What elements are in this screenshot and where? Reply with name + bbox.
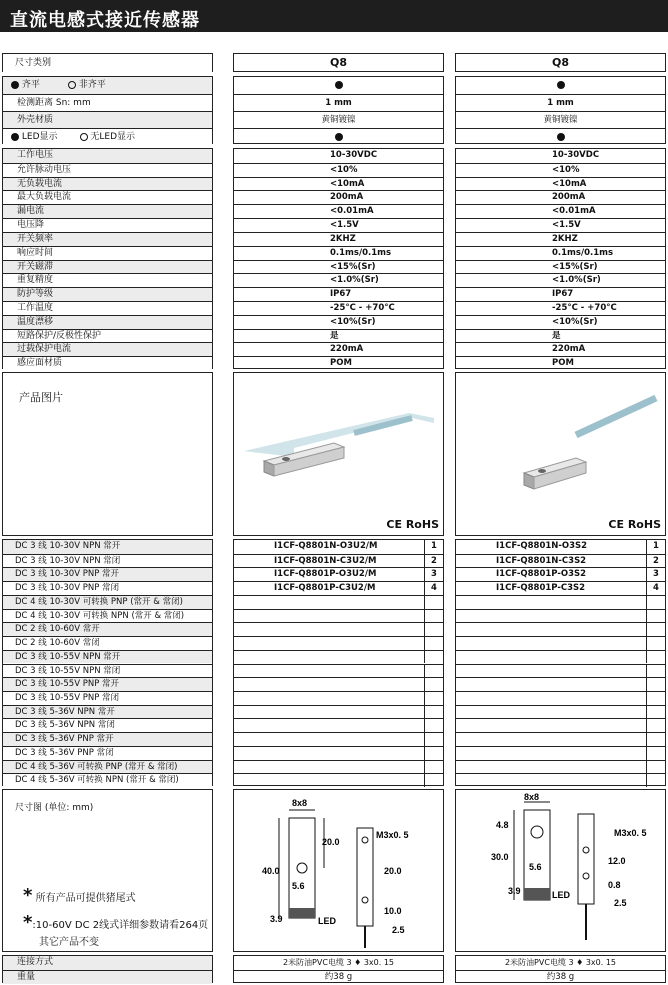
spec-value-a: <10% — [234, 163, 443, 177]
spec-value-b: <10mA — [456, 177, 665, 191]
spec-value-a: <1.5V — [234, 218, 443, 232]
model-a-part-row — [234, 760, 443, 774]
dim-a-d1: 20.0 — [322, 837, 340, 847]
model-a-part-row — [234, 636, 443, 650]
spec-label: 响应时间 — [3, 246, 212, 260]
spec-value-a: 10-30VDC — [330, 150, 378, 160]
spec-value-b: POM — [456, 356, 665, 370]
spec-value-b: 是 — [456, 329, 665, 343]
dim-b-d7: 2.5 — [614, 898, 627, 908]
note-1-text: 所有产品可提供猪尾式 — [35, 893, 136, 904]
model-a-part-index — [424, 719, 443, 732]
model-b-part-number: I1CF-Q8801N-C3S2 — [496, 555, 587, 566]
model-a-led — [234, 128, 443, 145]
spec-label: 最大负载电流 — [3, 190, 212, 204]
model-a-part-index — [424, 651, 443, 664]
spec-label: 工作温度 — [3, 301, 212, 315]
model-a-part-index — [424, 623, 443, 636]
output-type-label: DC 3 线 10-30V PNP 常开 — [3, 567, 212, 581]
conn-weight-labels — [2, 955, 213, 983]
dim-b-d1: 4.8 — [496, 820, 509, 830]
model-b-specs — [455, 148, 666, 369]
dim-b-led: LED — [552, 890, 570, 900]
model-b-part-index — [646, 733, 665, 746]
spec-value-a: 0.1ms/0.1ms — [234, 246, 443, 260]
dim-b-d3: 5.6 — [529, 862, 542, 872]
spec-value-b: 10-30VDC — [552, 150, 600, 160]
spec-value-b: IP67 — [456, 287, 665, 301]
dim-a-d2: 40.0 — [262, 866, 280, 876]
dims-label: 尺寸图 (单位: mm) — [15, 803, 94, 813]
model-a-part-row — [234, 718, 443, 732]
spec-label: 漏电流 — [3, 204, 212, 218]
model-a-part-index — [424, 678, 443, 691]
led-off-label: 无LED显示 — [90, 132, 136, 142]
model-b-part-row — [456, 691, 665, 705]
model-a-part-index — [424, 706, 443, 719]
model-b-part-row — [456, 718, 665, 732]
model-a-part-index — [424, 774, 443, 787]
model-a-part-index — [424, 761, 443, 774]
model-a-part-index: 2 — [424, 555, 443, 568]
output-labels — [2, 539, 213, 786]
spec-value-a: <15%(Sr) — [234, 260, 443, 274]
spec-label: 短路保护/反极性保护 — [3, 329, 212, 343]
sensor-photo-b — [456, 373, 665, 535]
model-a-flush — [234, 77, 443, 94]
size-category-label: 尺寸类别 — [3, 54, 212, 73]
model-a-part-index — [424, 637, 443, 650]
model-b-part-index — [646, 706, 665, 719]
model-b-part-row — [456, 732, 665, 746]
model-b-part-row — [456, 746, 665, 760]
spec-value-a: IP67 — [234, 287, 443, 301]
spec-labels — [2, 148, 213, 369]
sensor-photo-a — [234, 373, 443, 535]
model-b-part-row — [456, 609, 665, 623]
model-b-part-row — [456, 650, 665, 664]
dim-a-led: LED — [318, 916, 336, 926]
spec-label: 过载保护电流 — [3, 342, 212, 356]
led-row — [3, 128, 212, 145]
model-a-part-row — [234, 773, 443, 787]
model-b-part-number: I1CF-Q8801P-C3S2 — [496, 583, 586, 594]
conn-label: 连接方式 — [3, 956, 212, 970]
note-1 — [23, 885, 136, 906]
model-a-part-row — [234, 554, 443, 568]
housing-material-label: 外壳材质 — [3, 111, 212, 128]
spec-value-a: <0.01mA — [234, 204, 443, 218]
dim-a-d4: 3.9 — [270, 914, 283, 924]
model-b-part-index — [646, 678, 665, 691]
dim-b-d4: 3.9 — [508, 886, 521, 896]
model-b-part-row — [456, 705, 665, 719]
model-b-part-number: I1CF-Q8801P-O3S2 — [496, 569, 587, 580]
filled-dot-icon — [335, 133, 343, 141]
model-b-part-row — [456, 622, 665, 636]
model-a-part-row — [234, 650, 443, 664]
spec-value-a: <1.0%(Sr) — [234, 273, 443, 287]
spec-value-a: -25°C - +70°C — [234, 301, 443, 315]
spec-value-b: 200mA — [456, 190, 665, 204]
model-b-part-row — [456, 581, 665, 595]
model-b-photo — [455, 372, 666, 536]
model-a-part-row — [234, 691, 443, 705]
model-a-part-row — [234, 609, 443, 623]
spec-value-b: <1.5V — [456, 218, 665, 232]
model-a-specs — [233, 148, 444, 369]
spec-label: 无负载电流 — [3, 177, 212, 191]
model-a-part-index — [424, 610, 443, 623]
model-b-part-index — [646, 665, 665, 678]
dim-a-screw: M3x0. 5 — [376, 830, 409, 840]
model-a-part-row — [234, 567, 443, 581]
model-a-sensing: 1 mm — [234, 94, 443, 111]
spec-label: 允许脉动电压 — [3, 163, 212, 177]
model-b-part-index — [646, 637, 665, 650]
model-a-photo — [233, 372, 444, 536]
dim-b-d6: 0.8 — [608, 880, 621, 890]
flush-label: 齐平 — [21, 80, 40, 90]
output-type-label: DC 4 线 10-30V 可转换 NPN (常开 & 常闭) — [3, 609, 212, 623]
model-b-part-index — [646, 623, 665, 636]
model-b-conn — [455, 955, 666, 983]
hollow-dot-icon — [68, 81, 76, 89]
output-type-label: DC 3 线 5-36V PNP 常开 — [3, 732, 212, 746]
output-type-label: DC 2 线 10-60V 常开 — [3, 622, 212, 636]
output-type-label: DC 3 线 10-55V NPN 常闭 — [3, 664, 212, 678]
model-a-part-index — [424, 692, 443, 705]
model-a-header — [233, 53, 444, 72]
output-type-label: DC 4 线 10-30V 可转换 PNP (常开 & 常闭) — [3, 595, 212, 609]
dim-b-d5: 12.0 — [608, 856, 626, 866]
model-a-part-row — [234, 705, 443, 719]
model-b-part-number: I1CF-Q8801N-O3S2 — [496, 541, 588, 551]
model-a-part-row — [234, 732, 443, 746]
model-a-basic — [233, 76, 444, 144]
dim-a-d7: 2.5 — [392, 925, 405, 935]
dim-b-screw: M3x0. 5 — [614, 828, 647, 838]
model-a-part-row — [234, 595, 443, 609]
filled-dot-icon — [557, 81, 565, 89]
spec-value-a: 是 — [234, 329, 443, 343]
model-b-weight: 约38 g — [456, 970, 665, 984]
model-b-part-row — [456, 540, 665, 554]
model-b-part-row — [456, 567, 665, 581]
spec-value-b: <0.01mA — [456, 204, 665, 218]
model-b-cable: 2米防油PVC电缆 3 ♦ 3x0. 15 — [504, 958, 617, 967]
spec-label: 感应面材质 — [3, 356, 212, 370]
dims-label-cell — [2, 789, 213, 952]
model-b-led — [456, 128, 665, 145]
spec-value-b: 220mA — [456, 342, 665, 356]
dim-drawing-b — [456, 790, 665, 951]
model-b-part-index: 2 — [646, 555, 665, 568]
spec-label: 重复精度 — [3, 273, 212, 287]
asterisk-icon: * — [23, 885, 33, 906]
spec-value-b: <10% — [456, 163, 665, 177]
model-a-part-number: I1CF-Q8801P-O3U2/M — [274, 569, 377, 580]
sensing-distance-label: 检测距离 Sn: mm — [3, 94, 212, 111]
spec-label: 防护等级 — [3, 287, 212, 301]
note-2a: :10-60V DC 2线式详细参数请看264页 — [32, 920, 209, 931]
model-a-cable: 2米防油PVC电缆 3 ♦ 3x0. 15 — [282, 958, 395, 967]
photo-label: 产品图片 — [19, 391, 63, 404]
model-b-part-row — [456, 773, 665, 787]
output-type-label: DC 3 线 10-30V NPN 常开 — [3, 540, 212, 554]
spec-value-b: <10%(Sr) — [456, 315, 665, 329]
model-b-part-index — [646, 610, 665, 623]
spec-value-a: <10%(Sr) — [234, 315, 443, 329]
output-type-label: DC 4 线 5-36V 可转换 NPN (常开 & 常闭) — [3, 773, 212, 787]
label-col-header — [2, 53, 213, 72]
weight-label: 重量 — [3, 970, 212, 984]
filled-dot-icon — [11, 133, 19, 141]
model-b-part-index — [646, 761, 665, 774]
model-b-part-row — [456, 595, 665, 609]
dim-a-width: 8x8 — [292, 798, 308, 808]
model-b-part-index — [646, 719, 665, 732]
hollow-dot-icon — [80, 133, 88, 141]
model-a-part-row — [234, 664, 443, 678]
cert-mark-b: CE RoHS — [608, 518, 661, 531]
note-2b: 其它产品不变 — [39, 937, 99, 948]
model-a-part-number: I1CF-Q8801N-C3U2/M — [274, 555, 377, 566]
dim-b-d2: 30.0 — [491, 852, 509, 862]
output-type-label: DC 3 线 10-55V NPN 常开 — [3, 650, 212, 664]
model-a-name: Q8 — [329, 56, 347, 69]
photo-label-cell — [2, 372, 213, 536]
model-b-part-index: 3 — [646, 568, 665, 581]
dim-a-d3: 5.6 — [292, 881, 305, 891]
model-a-part-row — [234, 622, 443, 636]
spec-label: 工作电压 — [3, 149, 212, 163]
spec-value-b: <15%(Sr) — [456, 260, 665, 274]
model-a-part-index: 1 — [424, 540, 443, 554]
dim-drawing-a — [234, 790, 443, 951]
spec-value-a: 220mA — [234, 342, 443, 356]
model-a-part-index — [424, 733, 443, 746]
model-b-basic — [455, 76, 666, 144]
output-type-label: DC 3 线 10-55V PNP 常开 — [3, 677, 212, 691]
model-a-part-row — [234, 540, 443, 554]
spec-value-b: <1.0%(Sr) — [456, 273, 665, 287]
model-b-housing: 黄铜镀镍 — [456, 111, 665, 128]
output-type-label: DC 3 线 5-36V NPN 常闭 — [3, 718, 212, 732]
output-type-label: DC 3 线 5-36V NPN 常开 — [3, 705, 212, 719]
model-a-part-index — [424, 665, 443, 678]
nonflush-label: 非齐平 — [78, 80, 106, 90]
model-a-dims — [233, 789, 444, 952]
model-b-header — [455, 53, 666, 72]
model-b-outputs — [455, 539, 666, 786]
note-2 — [23, 912, 208, 948]
spec-value-a: 2KHZ — [234, 232, 443, 246]
model-a-part-index: 4 — [424, 582, 443, 595]
model-b-dims — [455, 789, 666, 952]
model-b-part-row — [456, 760, 665, 774]
spec-value-b: 0.1ms/0.1ms — [456, 246, 665, 260]
model-b-part-index — [646, 596, 665, 609]
mount-type-row — [3, 77, 212, 94]
dim-a-d6: 10.0 — [384, 906, 402, 916]
model-b-part-index: 4 — [646, 582, 665, 595]
filled-dot-icon — [557, 133, 565, 141]
spec-value-b: 2KHZ — [456, 232, 665, 246]
asterisk-icon: * — [23, 912, 33, 933]
model-a-part-number: I1CF-Q8801N-O3U2/M — [274, 541, 378, 551]
model-a-part-index — [424, 747, 443, 760]
model-a-part-index — [424, 596, 443, 609]
model-b-sensing: 1 mm — [456, 94, 665, 111]
model-b-part-row — [456, 677, 665, 691]
model-b-part-index — [646, 774, 665, 787]
spec-value-a: <10mA — [234, 177, 443, 191]
spec-label: 开关磁滞 — [3, 260, 212, 274]
model-a-part-index: 3 — [424, 568, 443, 581]
output-type-label: DC 3 线 5-36V PNP 常闭 — [3, 746, 212, 760]
model-a-conn — [233, 955, 444, 983]
led-on-label: LED显示 — [21, 132, 58, 142]
spec-value-a: POM — [234, 356, 443, 370]
output-type-label: DC 4 线 5-36V 可转换 PNP (常开 & 常闭) — [3, 760, 212, 774]
model-b-part-index — [646, 651, 665, 664]
spec-label: 电压降 — [3, 218, 212, 232]
label-col-basic — [2, 76, 213, 144]
model-a-part-number: I1CF-Q8801P-C3U2/M — [274, 583, 376, 594]
spec-label: 开关频率 — [3, 232, 212, 246]
spec-value-b: -25°C - +70°C — [456, 301, 665, 315]
output-type-label: DC 3 线 10-55V PNP 常闭 — [3, 691, 212, 705]
filled-dot-icon — [335, 81, 343, 89]
dim-b-width: 8x8 — [524, 792, 540, 802]
model-a-weight: 约38 g — [234, 970, 443, 984]
model-b-part-row — [456, 554, 665, 568]
spec-value-a: 200mA — [234, 190, 443, 204]
filled-dot-icon — [11, 81, 19, 89]
model-a-part-row — [234, 581, 443, 595]
model-a-outputs — [233, 539, 444, 786]
cert-mark-a: CE RoHS — [386, 518, 439, 531]
output-type-label: DC 3 线 10-30V PNP 常闭 — [3, 581, 212, 595]
page-title: 直流电感式接近传感器 — [0, 0, 668, 32]
model-b-part-row — [456, 636, 665, 650]
model-a-part-row — [234, 746, 443, 760]
model-a-part-row — [234, 677, 443, 691]
model-a-housing: 黄铜镀镍 — [234, 111, 443, 128]
dim-a-d5: 20.0 — [384, 866, 402, 876]
output-type-label: DC 2 线 10-60V 常闭 — [3, 636, 212, 650]
model-b-name: Q8 — [551, 56, 569, 69]
spec-label: 温度漂移 — [3, 315, 212, 329]
model-b-part-index — [646, 692, 665, 705]
model-b-part-row — [456, 664, 665, 678]
model-b-flush — [456, 77, 665, 94]
model-b-part-index — [646, 747, 665, 760]
output-type-label: DC 3 线 10-30V NPN 常闭 — [3, 554, 212, 568]
model-b-part-index: 1 — [646, 540, 665, 554]
